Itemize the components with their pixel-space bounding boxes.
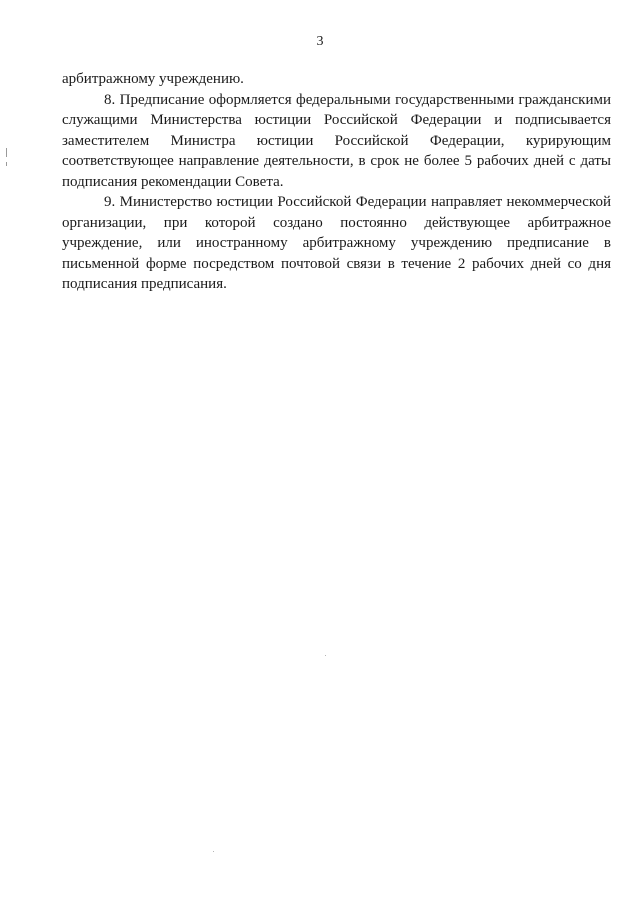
page-number: 3 [316, 34, 324, 49]
paragraph-8: 8. Предписание оформляется федеральными государственными гражданскими служащими Министерства юстиции Российской Федерации и подписывается заместителем Министра юстиции Российской Федерации, курирующим соответствующее направление деятельности, в срок не более 5 рабочих дней с даты подписания рекомендации Совета. [62, 91, 611, 190]
paragraph-9: 9. Министерство юстиции Российской Федерации направляет некоммерческой организации, при которой создано постоянно действующее арбитражное учреждение, или иностранному арбитражному учреждению предписание в письменной форме посредством почтовой связи в течение 2 рабочих дней со дня подписания предписания. [62, 194, 611, 292]
scan-margin-mark [6, 148, 7, 157]
document-body [62, 69, 611, 295]
scan-speck [325, 655, 326, 656]
scan-speck [213, 851, 214, 852]
paragraph-continuation: арбитражному учреждению. [62, 71, 244, 87]
scan-margin-mark [6, 162, 7, 166]
